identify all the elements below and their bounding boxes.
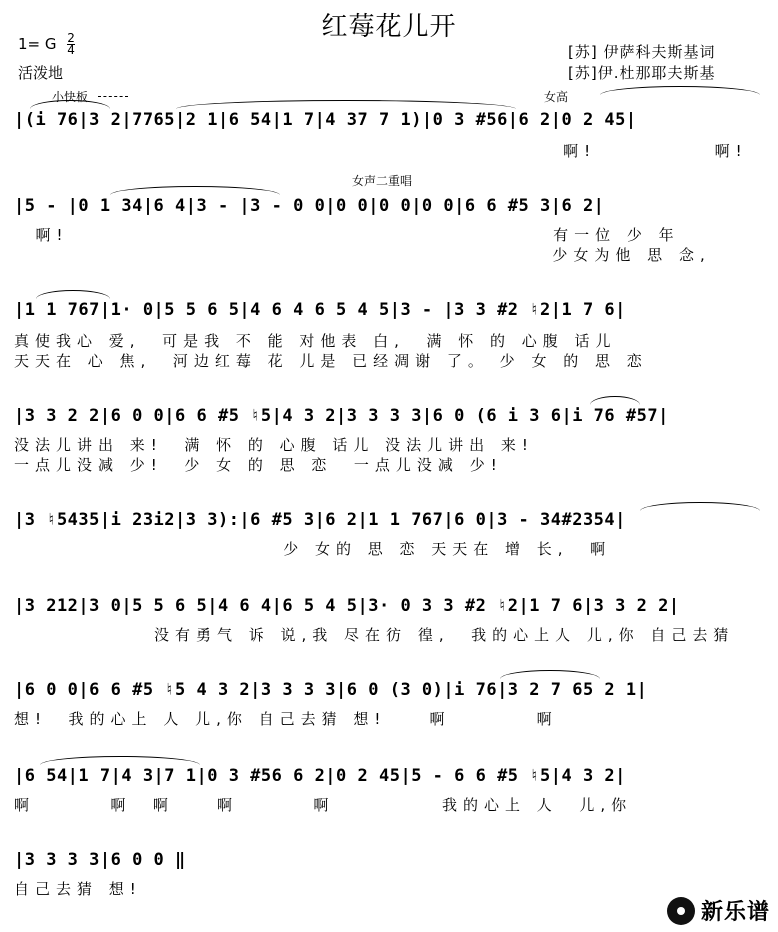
slur — [30, 100, 110, 109]
slur — [500, 670, 600, 679]
system-6 — [14, 596, 766, 618]
lyric-line: 真使我心 爱, 可是我 不 能 对他表 白, 满 怀 的 心腹 话儿 — [14, 332, 617, 350]
key-signature — [18, 33, 75, 56]
notes-line: |3 3 2 2|6 0 0|6 6 #5 ♮5|4 3 2|3 3 3 3|6 0 (6 i 3 6|i 76 #57| — [14, 406, 669, 426]
lyric-line: 少女为他 思 念, — [14, 246, 711, 264]
site-logo — [667, 895, 770, 926]
slur — [600, 86, 760, 95]
lyricist-credit: [苏] 伊萨科夫斯基词 — [568, 43, 716, 61]
notes-line: |6 54|1 7|4 3|7 1|0 3 #56 6 2|0 2 45|5 - 6 6 #5 ♮5|4 3 2| — [14, 766, 626, 786]
notes-line: |5 - |0 1 34|6 4|3 - |3 - 0 0|0 0|0 0|0 0|6 6 #5 3|6 2| — [14, 196, 605, 216]
lyric-line: 自己去猜 想! — [14, 880, 142, 898]
record-disc-icon — [667, 897, 695, 925]
lyric-line: 想! 我的心上 人 儿,你 自己去猜 想! 啊 啊 — [14, 710, 558, 728]
voice-female-duet: 女声二重唱 — [352, 174, 413, 188]
slur — [640, 502, 760, 511]
system-9 — [14, 850, 766, 872]
system-1 — [14, 110, 766, 132]
lyric-line: 天天在 心 焦, 河边红莓 花 儿是 已经凋谢 了。 少 女 的 思 恋 — [14, 352, 648, 370]
slur — [40, 756, 200, 765]
page-title: 红莓花儿开 — [321, 12, 457, 42]
lyric-line: 没有勇气 诉 说,我 尽在彷 徨, 我的心上人 儿,你 自己去猜 — [14, 626, 735, 644]
lyric-line: 少 女的 思 恋 天天在 增 长, 啊 — [14, 540, 612, 558]
dashed-line — [98, 96, 128, 97]
notes-line: |3 212|3 0|5 5 6 5|4 6 4|6 5 4 5|3· 0 3 3 #2 ♮2|1 7 6|3 3 2 2| — [14, 596, 680, 616]
tempo-xiaokuaiban: 小快板 — [52, 90, 89, 104]
lyric-line: 没法儿讲出 来! 满 怀 的 心腹 话儿 没法儿讲出 来! — [14, 436, 534, 454]
lyric-line: 啊! 有一位 少 年 — [14, 226, 680, 244]
notes-line: |(i 76|3 2|7765|2 1|6 54|1 7|4 37 7 1)|0 3 #56|6 2|0 2 45| — [14, 110, 637, 130]
composer-credit: [苏]伊.杜那耶夫斯基 — [568, 64, 716, 82]
notes-line: |1 1 767|1· 0|5 5 6 5|4 6 4 6 5 4 5|3 - |3 3 #2 ♮2|1 7 6| — [14, 300, 626, 320]
logo-text: 新乐谱 — [700, 900, 770, 925]
voice-female-high: 女高 — [544, 90, 569, 104]
lyric-line: 啊! 啊! — [14, 142, 748, 160]
system-8 — [14, 766, 766, 788]
slur — [36, 290, 110, 299]
system-2 — [14, 196, 766, 218]
notes-line: |3 ♮5435|i 23i2|3 3):|6 #5 3|6 2|1 1 767|6 0|3 - 34#2354| — [14, 510, 626, 530]
slur — [590, 396, 640, 405]
system-5 — [14, 510, 766, 532]
notes-line: |3 3 3 3|6 0 0 ‖ — [14, 850, 186, 870]
time-signature — [67, 33, 75, 56]
slur — [176, 100, 516, 109]
tempo-marking: 活泼地 — [18, 64, 64, 82]
system-4 — [14, 406, 766, 428]
system-7 — [14, 680, 766, 702]
key-label: 1= G — [18, 35, 57, 53]
time-bottom: 4 — [67, 43, 75, 57]
lyric-line: 一点儿没减 少! 少 女 的 思 恋 一点儿没减 少! — [14, 456, 503, 474]
notes-line: |6 0 0|6 6 #5 ♮5 4 3 2|3 3 3 3|6 0 (3 0)|i 76|3 2 7 65 2 1| — [14, 680, 648, 700]
system-3 — [14, 300, 766, 322]
time-top: 2 — [67, 31, 75, 45]
slur — [110, 186, 280, 195]
lyric-line: 啊 啊 啊 啊 啊 我的心上 人 儿,你 — [14, 796, 633, 814]
